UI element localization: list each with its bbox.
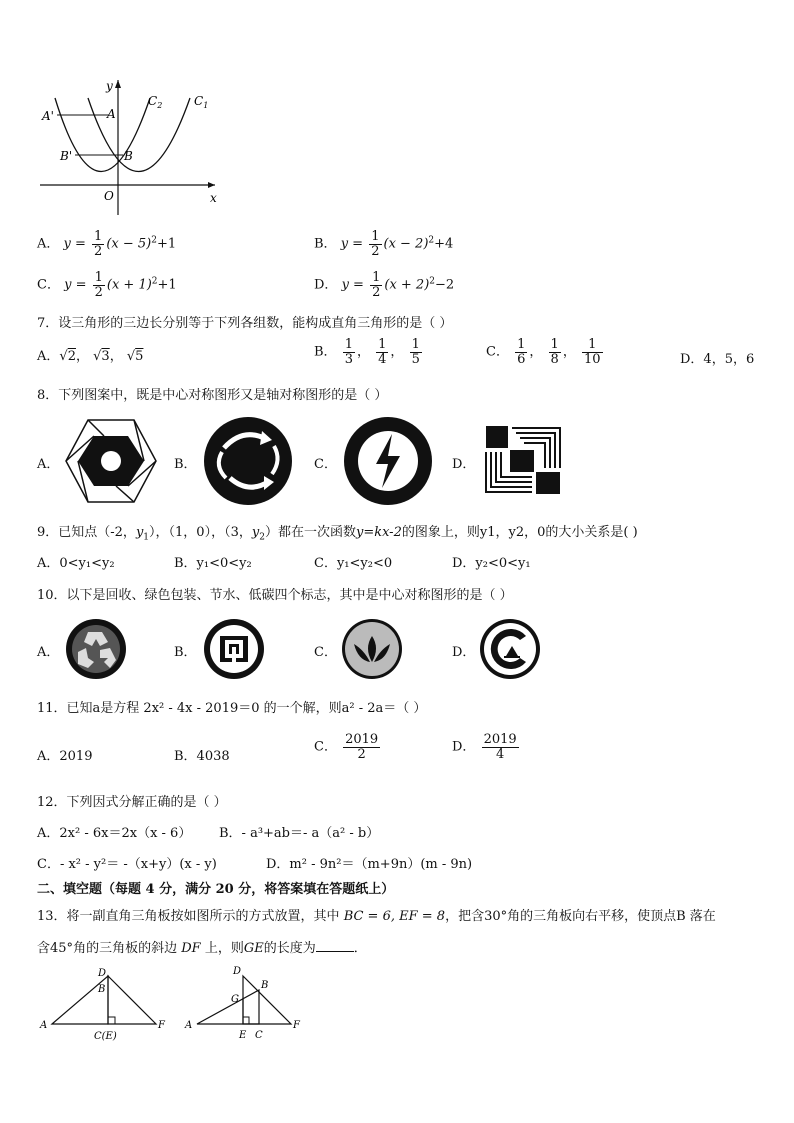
- q12-option-a[interactable]: A．2x² - 6x＝2x（x - 6）: [37, 826, 192, 841]
- water-saving-logo-icon[interactable]: [340, 618, 404, 680]
- q13-line-2: 含45°角的三角板的斜边 DF 上，则GE的长度为 ．: [37, 941, 367, 956]
- green-package-logo-icon[interactable]: [202, 618, 266, 680]
- q8-option-b-label[interactable]: B．: [174, 457, 197, 472]
- q6-option-a[interactable]: A． y = $\frac{1}{2}$ $(x - 5)^2+1$: [37, 229, 177, 259]
- fraction: $\frac{1}{2}$: [371, 229, 380, 259]
- svg-text:F: F: [293, 1020, 300, 1031]
- q10-option-a-label[interactable]: A．: [37, 645, 60, 660]
- q7-option-a[interactable]: A．√2， √3， √5: [37, 349, 144, 364]
- q9-option-d[interactable]: D．y₂<0<y₁: [452, 556, 531, 571]
- svg-text:B: B: [98, 984, 106, 995]
- fraction: $\frac{1}{8}$: [550, 337, 559, 367]
- q10-option-b-label[interactable]: B．: [174, 645, 197, 660]
- q7-option-c[interactable]: C． $\frac{1}{6}$ ， $\frac{1}{8}$ ， $\frac{1}{10}$: [486, 337, 601, 367]
- svg-text:E: E: [239, 1030, 247, 1041]
- svg-text:A: A: [185, 1020, 193, 1031]
- circular-arrows-icon[interactable]: [202, 416, 294, 506]
- q8-stem: 8．下列图案中，既是中心对称图形又是轴对称图形的是（ ）: [37, 388, 388, 403]
- fraction: $\frac{2019}{4}$: [483, 732, 517, 762]
- q10-stem: 10．以下是回收、绿色包装、节水、低碳四个标志，其中是中心对称图形的是（ ）: [37, 588, 513, 603]
- svg-text:C(E): C(E): [94, 1031, 117, 1042]
- low-carbon-logo-icon[interactable]: [478, 618, 542, 680]
- point-b-label: B: [124, 149, 133, 163]
- fraction: $\frac{1}{2}$: [94, 229, 103, 259]
- fraction: $\frac{1}{6}$: [517, 337, 526, 367]
- point-b-prime-label: B': [60, 149, 73, 163]
- q10-option-c-label[interactable]: C．: [314, 645, 337, 660]
- q7-option-b[interactable]: B． $\frac{1}{3}$ ， $\frac{1}{4}$ ， $\frac{1}{5}$: [314, 337, 420, 367]
- q6-option-b[interactable]: B． y = $\frac{1}{2}$ $(x - 2)^2+4$: [314, 229, 454, 259]
- q11-option-a[interactable]: A．2019: [37, 749, 93, 764]
- answer-blank[interactable]: [316, 939, 354, 952]
- triangle-figure-left: [38, 962, 170, 1046]
- hexagon-pinwheel-icon[interactable]: [64, 418, 158, 504]
- q9-option-a[interactable]: A．0<y₁<y₂: [37, 556, 115, 571]
- q9-option-b[interactable]: B．y₁<0<y₂: [174, 556, 252, 571]
- point-a-label: A: [107, 107, 116, 121]
- y-axis-label: y: [106, 79, 113, 93]
- x-axis-label: x: [210, 191, 217, 205]
- q12-stem: 12．下列因式分解正确的是（ ）: [37, 795, 227, 810]
- curve-c1-label: $C_1$: [194, 94, 209, 110]
- q6-option-d[interactable]: D． y = $\frac{1}{2}$ $(x + 2)^2-2$: [314, 270, 455, 300]
- fraction: $\frac{1}{5}$: [411, 337, 420, 367]
- q8-option-a-label[interactable]: A．: [37, 457, 60, 472]
- q8-option-d-label[interactable]: D．: [452, 457, 476, 472]
- sqrt-icon: √: [93, 349, 102, 364]
- origin-label: O: [104, 189, 114, 203]
- sqrt-icon: √: [126, 349, 136, 364]
- svg-text:C: C: [255, 1030, 263, 1041]
- svg-text:A: A: [40, 1020, 48, 1031]
- sqrt-icon: √: [59, 349, 68, 364]
- q12-option-c[interactable]: C．- x² - y²＝ -（x+y）(x - y): [37, 857, 217, 872]
- q7-stem: 7．设三角形的三边长分别等于下列各组数，能构成直角三角形的是（ ）: [37, 316, 453, 331]
- q11-option-c[interactable]: C． $\frac{2019}{2}$: [314, 732, 379, 762]
- fraction: $\frac{1}{10}$: [583, 337, 601, 367]
- q11-option-d[interactable]: D． $\frac{2019}{4}$: [452, 732, 517, 762]
- q12-option-d[interactable]: D．m² - 9n²＝（m+9n）(m - 9n): [266, 857, 473, 872]
- svg-text:F: F: [158, 1020, 165, 1031]
- fraction: $\frac{1}{3}$: [344, 337, 353, 367]
- q11-option-b[interactable]: B．4038: [174, 749, 230, 764]
- curve-c2-label: $C_2$: [148, 94, 163, 110]
- fraction: $\frac{1}{2}$: [94, 270, 103, 300]
- lightning-bolt-icon[interactable]: [342, 416, 434, 506]
- triangle-figure-right: [183, 962, 315, 1046]
- parabola-graph: [30, 70, 230, 220]
- svg-text:B: B: [261, 980, 269, 991]
- svg-text:D: D: [98, 968, 107, 979]
- recycle-logo-icon[interactable]: [64, 618, 128, 680]
- fraction: $\frac{1}{2}$: [372, 270, 381, 300]
- svg-text:G: G: [231, 994, 239, 1005]
- q6-option-c[interactable]: C． y = $\frac{1}{2}$ $(x + 1)^2+1$: [37, 270, 177, 300]
- point-a-prime-label: A': [42, 109, 54, 123]
- section-heading: 二、填空题（每题 4 分，满分 20 分，将答案填在答题纸上）: [37, 882, 395, 897]
- fraction: $\frac{2019}{2}$: [345, 732, 379, 762]
- checker-squares-icon[interactable]: [482, 422, 564, 496]
- q9-stem: 9．已知点（-2，$y_1$），（1，0），（3，$y_2$）都在一次函数y=kx-2的图象上，则y1，y2，0的大小关系是( ): [37, 525, 638, 543]
- q8-option-c-label[interactable]: C．: [314, 457, 337, 472]
- q10-option-d-label[interactable]: D．: [452, 645, 476, 660]
- svg-text:D: D: [233, 966, 242, 977]
- q13-line-1: 13．将一副直角三角板按如图所示的方式放置，其中 BC = 6, EF = 8，把含30°角的三角板向右平移，使顶点B 落在: [37, 909, 716, 924]
- q11-stem: 11．已知a是方程 2x² - 4x - 2019＝0 的一个解，则a² - 2a＝（ ）: [37, 701, 427, 716]
- q7-option-d[interactable]: D．4，5，6: [680, 352, 755, 367]
- q9-option-c[interactable]: C．y₁<y₂<0: [314, 556, 393, 571]
- fraction: $\frac{1}{4}$: [378, 337, 387, 367]
- q12-option-b[interactable]: B．- a³+ab＝- a（a² - b）: [219, 826, 380, 841]
